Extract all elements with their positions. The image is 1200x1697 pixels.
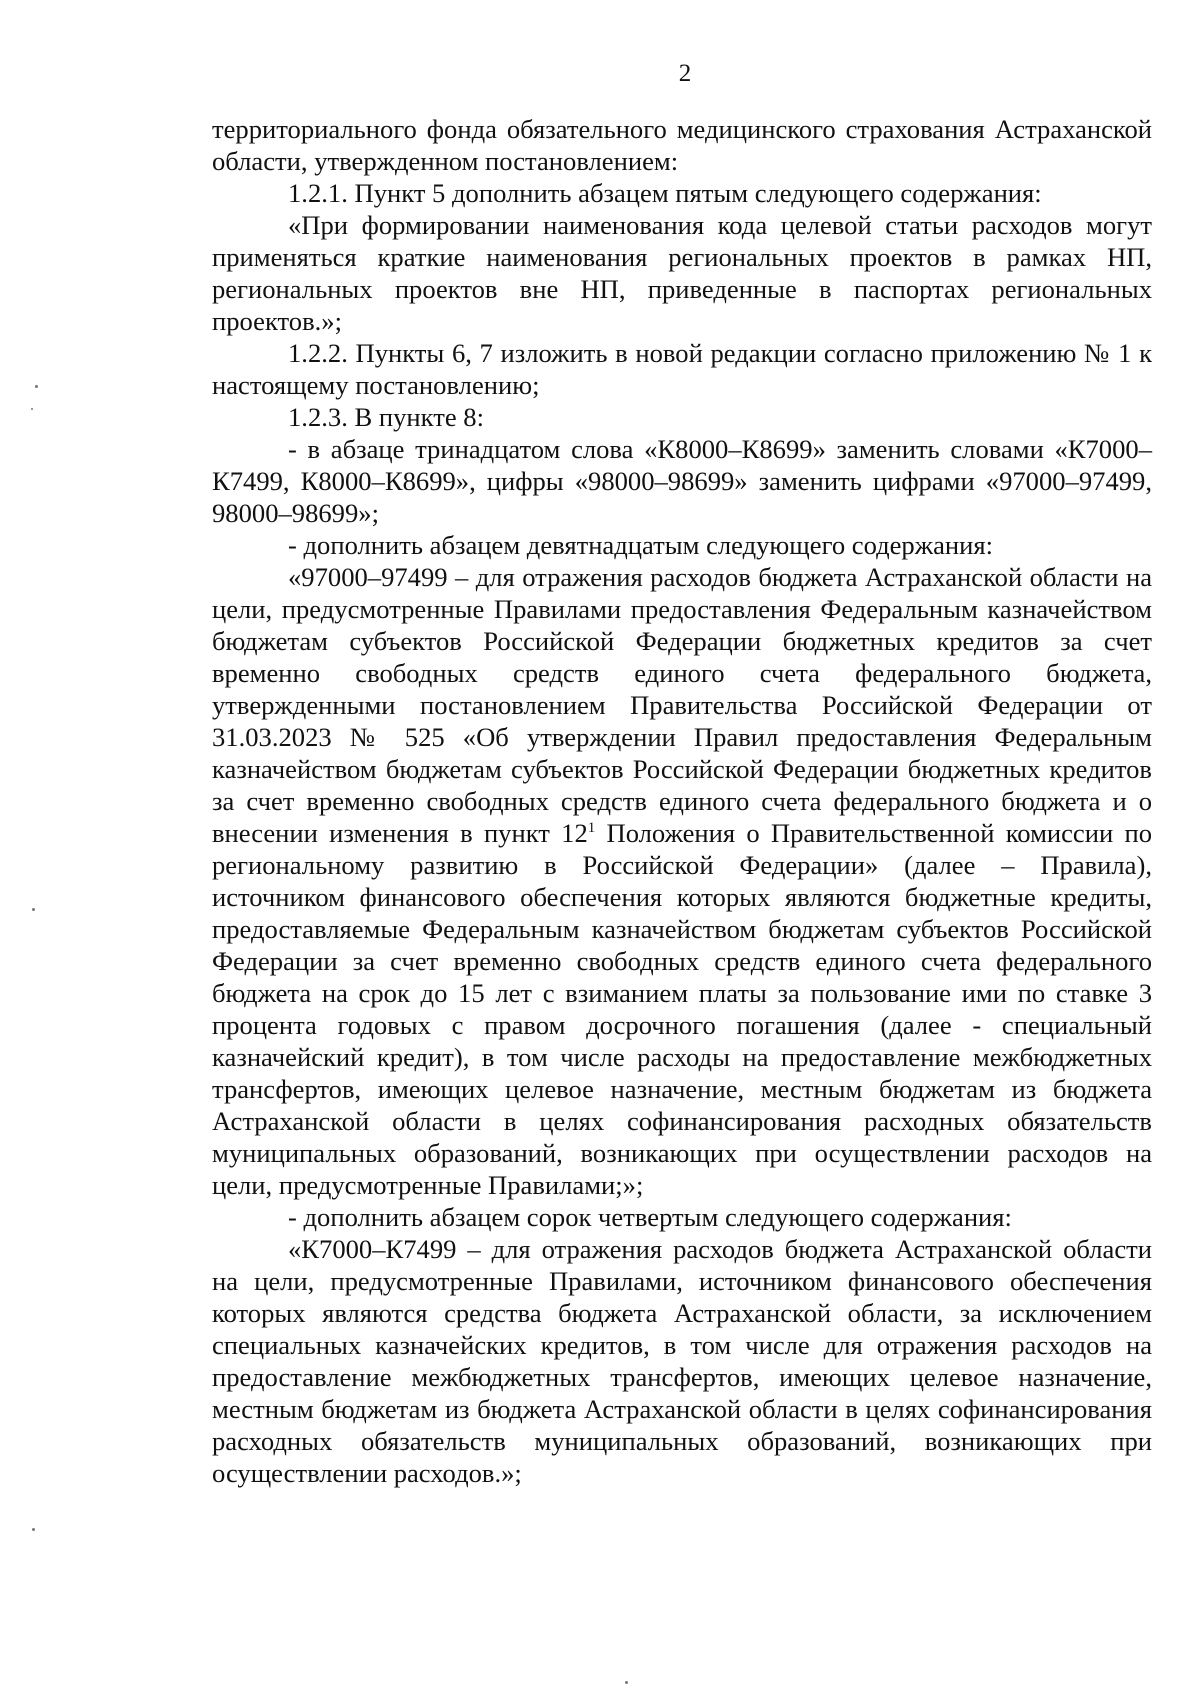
- footnote-superscript: 1: [587, 820, 596, 836]
- paragraph-dash-nineteenth: - дополнить абзацем девятнадцатым следующего содержания:: [288, 530, 993, 560]
- page-number: 2: [678, 60, 692, 87]
- scan-speck: [35, 385, 38, 388]
- paragraph-dash-thirteenth: - в абзаце тринадцатом слова «К8000–К8699» заменить словами «К7000–К7499, К8000–К8699», цифры «98000–98699» заменить цифрами «97000–97499, 98000–98699»;: [212, 434, 1152, 528]
- paragraph-dash-forty-fourth: - дополнить абзацем сорок четвертым следующего содержания:: [288, 1202, 1012, 1232]
- scan-speck: [32, 1528, 35, 1531]
- paragraph-quote-97000-part2: Положения о Правительственной комиссии по региональному развитию в Российской Федерации» (далее – Правила), источником финансового обеспечения которых являются бюджетные кредиты, предоставляемые Федеральным казначейством бюджетам субъектов Российской Федерации за счет временно свободных средств единого счета федерального бюджета на срок до 15 лет с взиманием платы за пользование ими по ставке 3 процента годовых с правом досрочного погашения (далее - специальный казначейский кредит), в том числе расходы на предоставление межбюджетных трансфертов, имеющих целевое назначение, местным бюджетам из бюджета Астраханской области в целях софинансирования расходных обязательств муниципальных образований, возникающих при осуществлении расходов на цели, предусмотренные Правилами;»;: [212, 818, 1152, 1200]
- scan-speck: [625, 1681, 628, 1684]
- paragraph-quote-97000: [212, 561, 1152, 1201]
- paragraph-continuation: территориального фонда обязательного медицинского страхования Астраханской области, утвержденном постановлением:: [212, 114, 1152, 176]
- scan-speck: [31, 408, 33, 410]
- document-body: [212, 113, 1152, 1489]
- paragraph-item-1-2-1: 1.2.1. Пункт 5 дополнить абзацем пятым следующего содержания:: [288, 178, 1042, 208]
- paragraph-quote-regional-projects: «При формировании наименования кода целевой статьи расходов могут применяться краткие наименования региональных проектов в рамках НП, региональных проектов вне НП, приведенные в паспортах региональных проектов.»;: [212, 210, 1152, 336]
- paragraph-quote-97000-part1: «97000–97499 – для отражения расходов бюджета Астраханской области на цели, предусмотренные Правилами предоставления Федеральным казначейством бюджетам субъектов Российской Федерации бюджетных кредитов за счет временно свободных средств единого счета федерального бюджета, утвержденными постановлением Правительства Российской Федерации от 31.03.2023 № 525 «Об утверждении Правил предоставления Федеральным казначейством бюджетам субъектов Российской Федерации бюджетных кредитов за счет временно свободных средств единого счета федерального бюджета и о внесении изменения в пункт 12: [212, 562, 1152, 848]
- paragraph-item-1-2-3: 1.2.3. В пункте 8:: [288, 402, 484, 432]
- paragraph-item-1-2-2: 1.2.2. Пункты 6, 7 изложить в новой редакции согласно приложению № 1 к настоящему постановлению;: [212, 338, 1152, 400]
- scan-speck: [32, 908, 35, 911]
- paragraph-quote-k7000: «К7000–К7499 – для отражения расходов бюджета Астраханской области на цели, предусмотренные Правилами, источником финансового обеспечения которых являются средства бюджета Астраханской области, за исключением специальных казначейских кредитов, в том числе для отражения расходов на предоставление межбюджетных трансфертов, имеющих целевое назначение, местным бюджетам из бюджета Астраханской области в целях софинансирования расходных обязательств муниципальных образований, возникающих при осуществлении расходов.»;: [212, 1234, 1152, 1488]
